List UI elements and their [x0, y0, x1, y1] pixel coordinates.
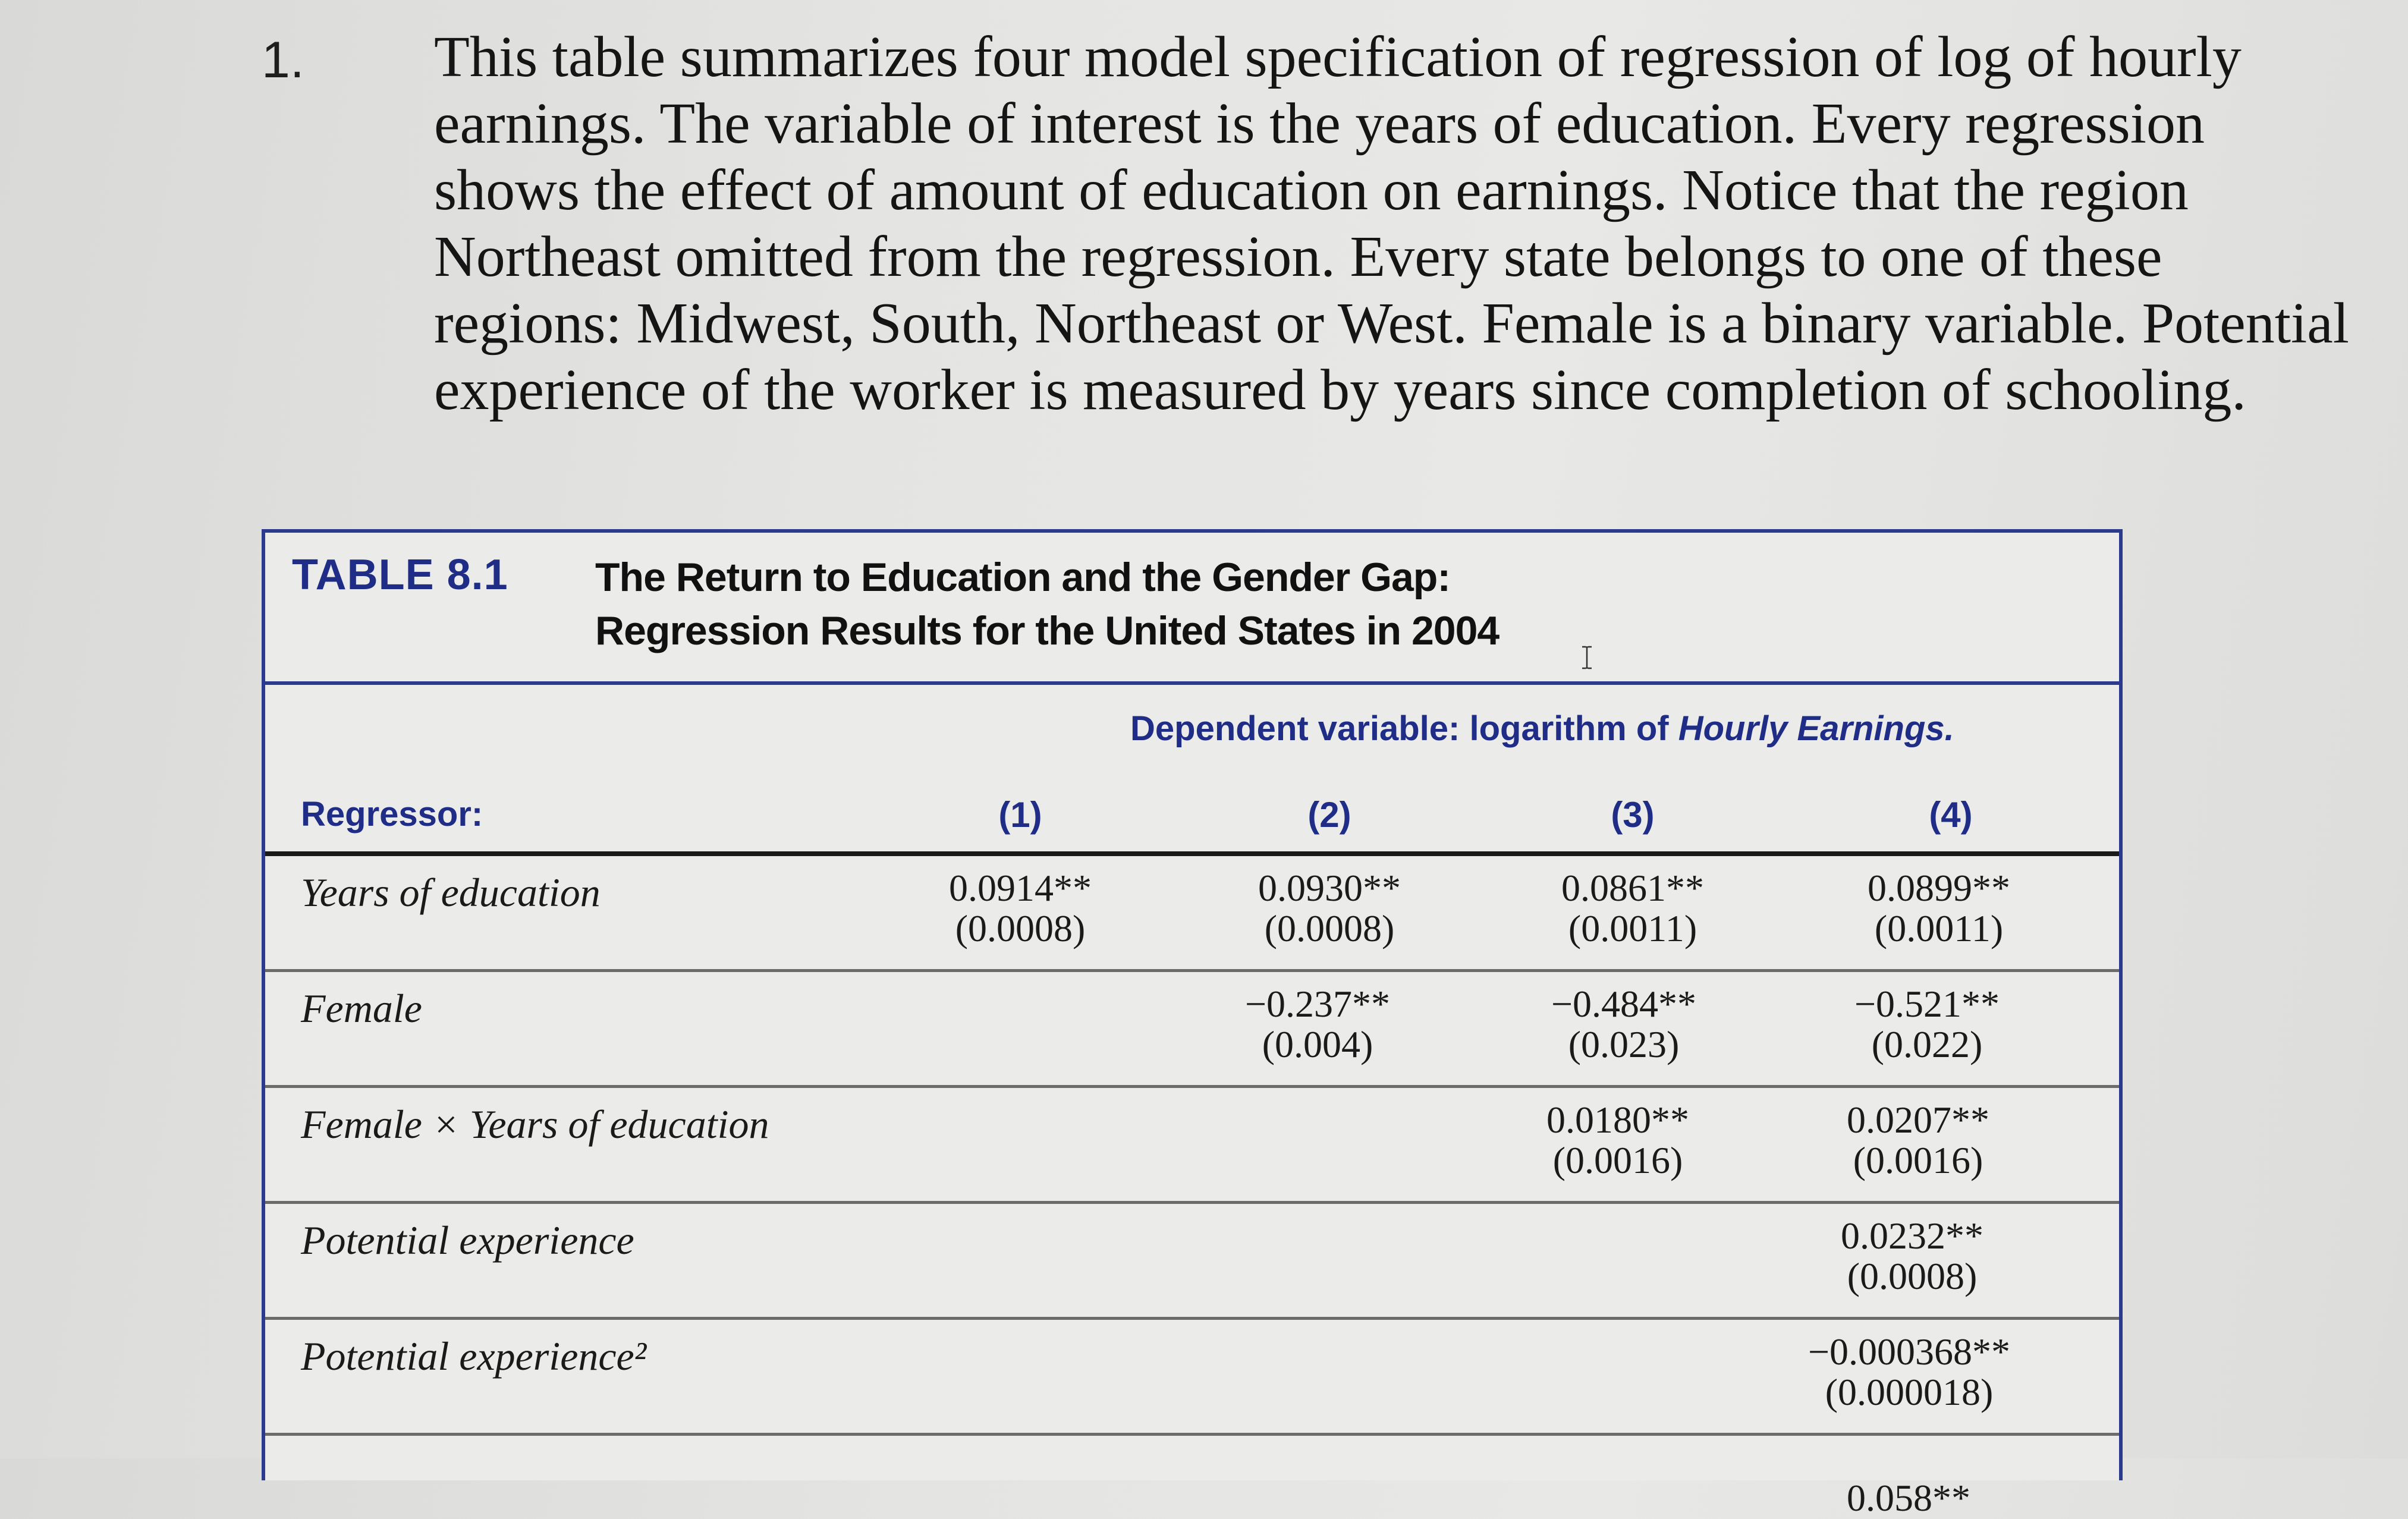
- coefficient: −0.484**: [1551, 983, 1697, 1025]
- standard-error: (0.0016): [1552, 1139, 1683, 1181]
- column-header: (3): [1611, 795, 1655, 835]
- coefficient: 0.0180**: [1546, 1099, 1689, 1141]
- table-row: [265, 1088, 2119, 1204]
- table-cell: [1499, 984, 1749, 1065]
- coefficient: −0.000368**: [1807, 1331, 2011, 1373]
- table-row: [265, 1204, 2119, 1320]
- table-cell: [1814, 868, 2064, 949]
- table-cell: [1193, 984, 1442, 1065]
- table-cell: [1508, 868, 1758, 949]
- text-cursor-icon: [1580, 646, 1593, 669]
- table-cell: [1793, 1100, 2043, 1181]
- regression-table: [262, 529, 2123, 1519]
- standard-error: (0.023): [1568, 1023, 1680, 1065]
- row-label: Female: [301, 986, 422, 1031]
- coefficient: 0.0899**: [1868, 867, 2010, 909]
- dependent-variable-prefix: Dependent variable: logarithm of: [1130, 709, 1678, 748]
- standard-error: (0.0011): [1874, 907, 2004, 949]
- row-label: Years of education: [301, 870, 601, 915]
- dependent-variable-name: Hourly Earnings.: [1678, 709, 1954, 748]
- standard-error: (0.0008): [1264, 907, 1395, 949]
- question-line: shows the effect of amount of education on earnings. Notice that the region: [434, 158, 2189, 222]
- question-line: earnings. The variable of interest is the years of education. Every regression: [434, 92, 2205, 156]
- question-line: regions: Midwest, South, Northeast or West. Female is a binary variable. Potential: [434, 291, 2349, 356]
- question-number: 1.: [262, 32, 304, 89]
- table-title: [595, 551, 1499, 658]
- table-caption: [265, 533, 2119, 685]
- table-row: [265, 972, 2119, 1088]
- column-header: (4): [1929, 795, 1973, 835]
- standard-error: (0.0011): [1568, 907, 1697, 949]
- coefficient: −0.521**: [1854, 983, 2000, 1025]
- row-label: Potential experience: [301, 1218, 634, 1263]
- question-line: Northeast omitted from the regression. Every state belongs to one of these: [434, 225, 2162, 289]
- coefficient: 0.0930**: [1258, 867, 1401, 909]
- table-title-line: Regression Results for the United States in 2004: [595, 608, 1500, 653]
- column-header: (2): [1307, 795, 1351, 835]
- standard-error: (0.0008): [1847, 1255, 1978, 1297]
- table-row: [265, 856, 2119, 972]
- standard-error: (0.0008): [955, 907, 1086, 949]
- table-cell: [895, 868, 1145, 949]
- dependent-variable-label: [1130, 709, 1954, 749]
- question-text: [434, 24, 2408, 423]
- question-line: This table summarizes four model specification of regression of log of hourly: [434, 25, 2242, 89]
- table-title-line: The Return to Education and the Gender Gap:: [595, 555, 1450, 600]
- question-line: experience of the worker is measured by years since completion of schooling.: [434, 358, 2246, 422]
- table-cell: [1784, 1332, 2034, 1413]
- partial-next-row-value: 0.058**: [1847, 1477, 1970, 1519]
- coefficient: −0.237**: [1244, 983, 1391, 1025]
- standard-error: (0.0016): [1853, 1139, 1983, 1181]
- coefficient: 0.0207**: [1847, 1099, 1989, 1141]
- table-number: TABLE 8.1: [292, 551, 508, 599]
- column-header: (1): [998, 795, 1042, 835]
- table-row: [265, 1320, 2119, 1436]
- standard-error: (0.000018): [1825, 1371, 1994, 1413]
- table-cell: [1493, 1100, 1743, 1181]
- table-cell: [1205, 868, 1454, 949]
- coefficient: 0.0861**: [1561, 867, 1704, 909]
- table-cell: [1802, 984, 2052, 1065]
- row-label: Female × Years of education: [301, 1102, 769, 1147]
- standard-error: (0.004): [1262, 1023, 1373, 1065]
- coefficient: 0.0914**: [949, 867, 1092, 909]
- table-body: [265, 685, 2119, 1519]
- table-header-row: [265, 786, 2119, 856]
- row-label: Potential experience²: [301, 1334, 647, 1379]
- table-cell: [1787, 1216, 2037, 1297]
- coefficient: 0.0232**: [1841, 1215, 1983, 1257]
- standard-error: (0.022): [1871, 1023, 1983, 1065]
- regressor-header: Regressor:: [301, 795, 483, 834]
